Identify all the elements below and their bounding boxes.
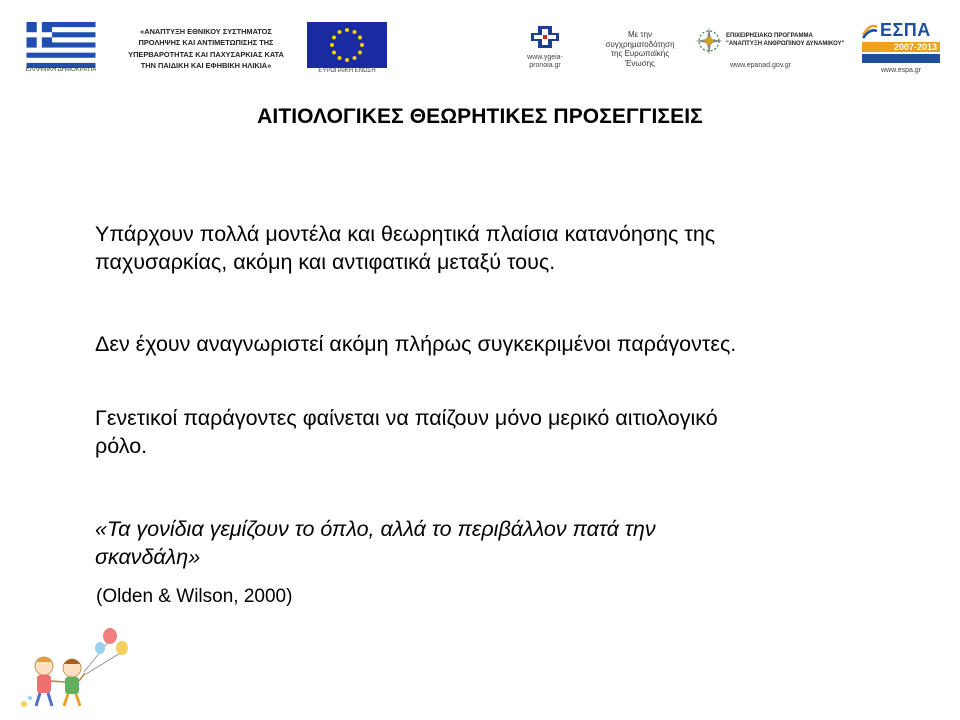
children-balloons-illustration	[14, 626, 134, 712]
citation: (Olden & Wilson, 2000)	[96, 586, 293, 607]
greek-flag-logo	[20, 22, 102, 74]
espa-years: 2007-2013	[862, 42, 940, 52]
greek-flag-icon	[20, 22, 102, 68]
paragraph-models: Υπάρχουν πολλά μοντέλα και θεωρητικά πλαίσια κατανόησης της παχυσαρκίας, ακόμη και αντιφατικά μεταξύ τους.	[95, 222, 716, 274]
eu-caption: ΕΥΡΩΠΑΪΚΗ ΕΝΩΣΗ	[318, 68, 376, 74]
eu-flag-icon	[307, 22, 387, 68]
cofinance-text: Με την συγχρηματοδότηση της Ευρωπαϊκής Ένωσης	[605, 30, 675, 68]
ministry-cross-icon	[525, 24, 565, 52]
espa-swoosh-icon	[862, 23, 878, 39]
espa-logo	[862, 20, 940, 74]
op-subtitle: "ΑΝΑΠΤΥΞΗ ΑΝΘΡΩΠΙΝΟΥ ΔΥΝΑΜΙΚΟΥ"	[726, 40, 845, 47]
espa-site: www.espa.gr	[880, 67, 922, 74]
slide-title: ΑΙΤΙΟΛΟΓΙΚΕΣ ΘΕΩΡΗΤΙΚΕΣ ΠΡΟΣΕΓΓΙΣΕΙΣ	[257, 105, 703, 128]
greek-flag-caption: ΕΛΛΗΝΙΚΗ ΔΗΜΟΚΡΑΤΙΑ	[25, 67, 97, 73]
paragraph-factors: Δεν έχουν αναγνωριστεί ακόμη πλήρως συγκεκριμένοι παράγοντες.	[95, 332, 737, 356]
paragraph-genetics: Γενετικοί παράγοντες φαίνεται να παίζουν μόνο μερικό αιτιολογικό ρόλο.	[95, 406, 718, 458]
espa-bar	[862, 54, 940, 63]
ministry-site: www.ygeia- pronoia.gr	[527, 54, 563, 70]
project-name: «ΑΝΑΠΤΥΞΗ ΕΘΝΙΚΟΥ ΣΥΣΤΗΜΑΤΟΣ ΠΡΟΛΗΨΗΣ ΚΑΙ ΑΝΤΙΜΕΤΩΠΙΣΗΣ ΤΗΣ ΥΠΕΡΒΑΡΟΤΗΤΑΣ ΚΑΙ ΠΑΧΥΣΑΡΚΙΑΣ ΚΑΤΑ ΤΗΝ ΠΑΙΔΙΚΗ ΚΑΙ ΕΦΗΒΙΚΗ ΗΛΙΚΙΑ»	[128, 27, 284, 71]
compass-star-icon	[694, 26, 724, 56]
op-site: www.epanad.gov.gr	[730, 62, 791, 69]
children-balloons-icon	[14, 626, 134, 712]
espa-title: ΕΣΠΑ	[880, 20, 931, 40]
eu-flag-logo	[307, 22, 387, 77]
ministry-logo	[518, 24, 572, 71]
op-title: ΕΠΙΧΕΙΡΗΣΙΑΚΟ ΠΡΟΓΡΑΜΜΑ	[726, 33, 813, 39]
quote: «Τα γονίδια γεμίζουν το όπλο, αλλά το περιβάλλον πατά την σκανδάλη»	[95, 517, 656, 569]
